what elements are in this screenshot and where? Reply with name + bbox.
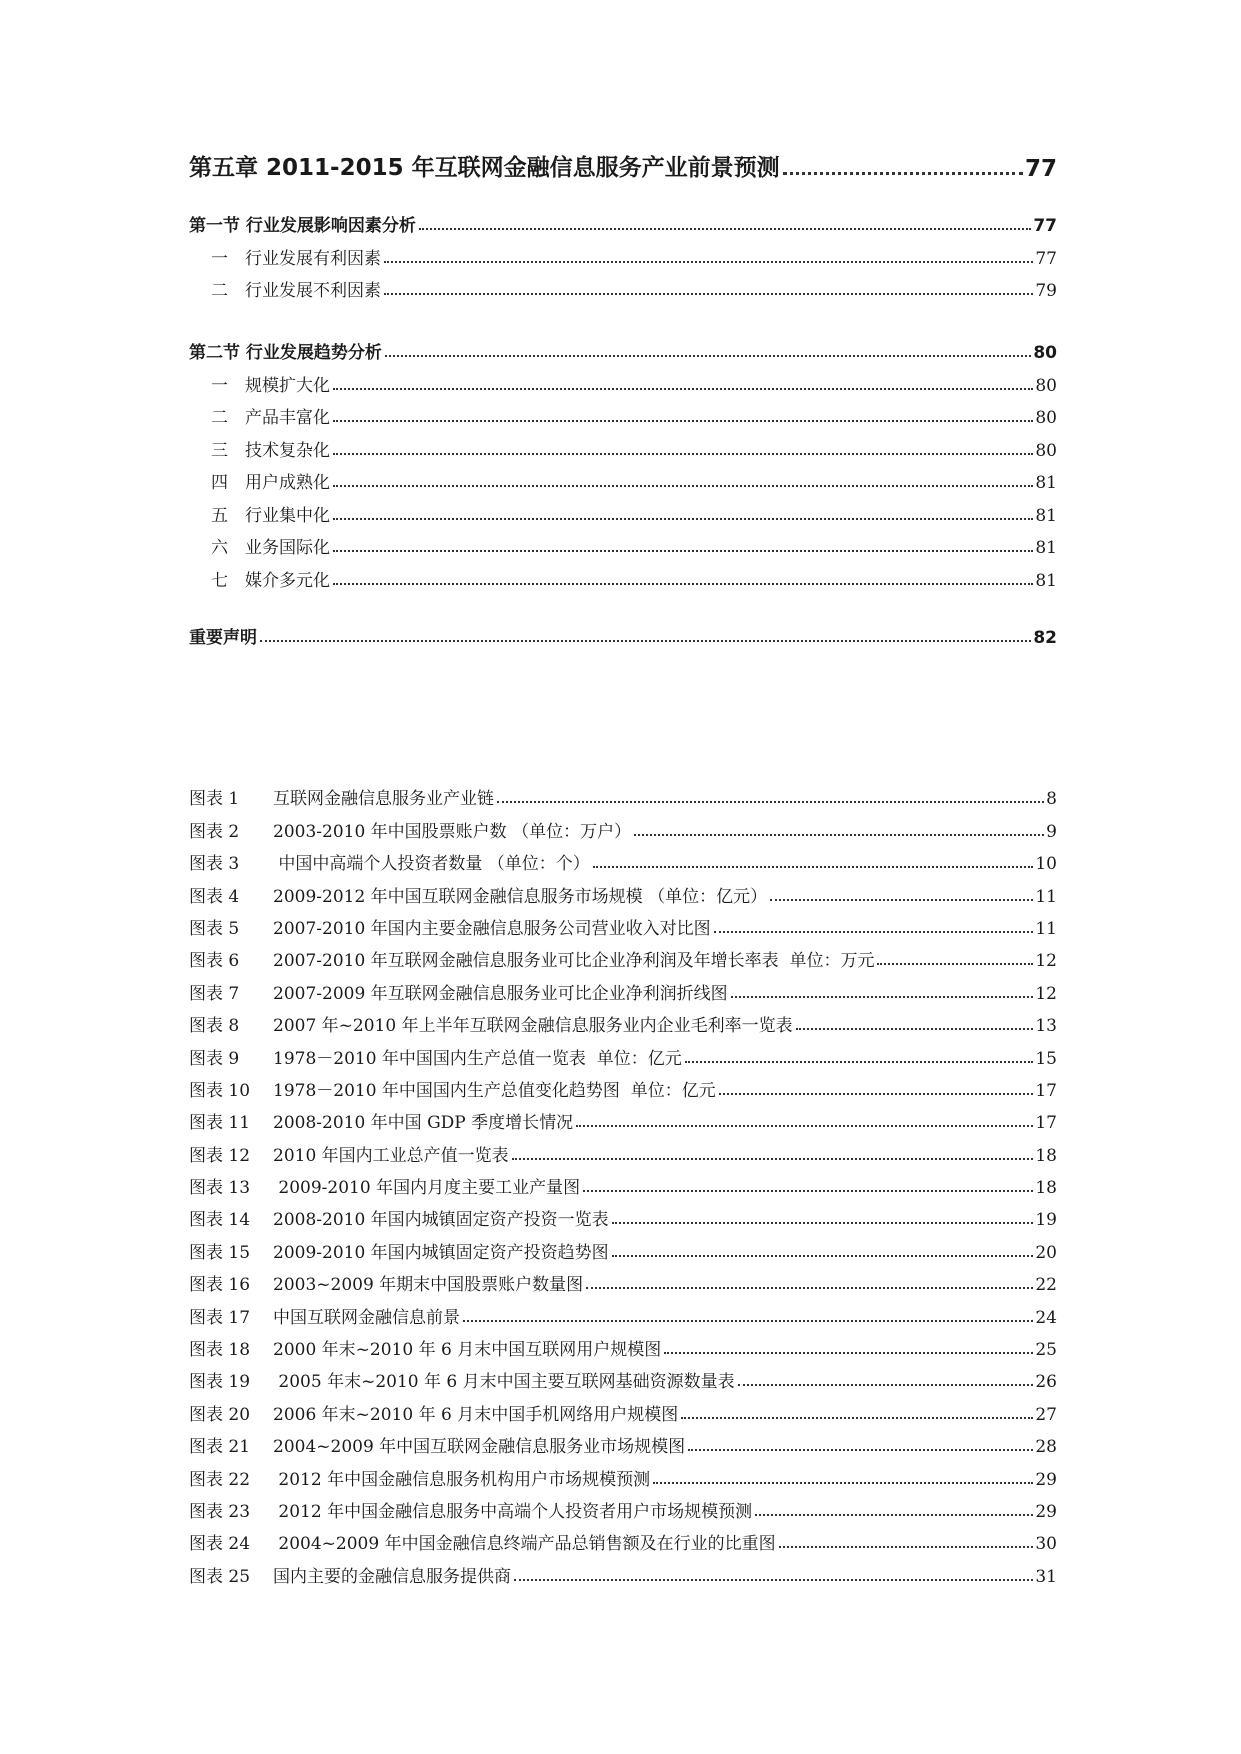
page-number: 81 xyxy=(1035,505,1057,526)
figure-tag: 图表 10 xyxy=(189,1080,251,1101)
figure-tag: 图表 14 xyxy=(189,1210,251,1231)
figure-list-entry[interactable] xyxy=(189,1522,1057,1554)
figure-list-entry[interactable] xyxy=(189,1392,1057,1424)
dot-leader xyxy=(634,834,1044,836)
dot-leader xyxy=(333,420,1033,422)
dot-leader xyxy=(714,931,1034,933)
subsection-title: 业务国际化 xyxy=(245,538,330,558)
subsection-number: 三 xyxy=(211,440,228,461)
figure-title: 2004~2009 年中国互联网金融信息服务业市场规模图 xyxy=(273,1437,686,1458)
figure-title: 2007-2009 年互联网金融信息服务业可比企业净利润折线图 xyxy=(273,983,728,1004)
subsection-number: 二 xyxy=(211,408,228,428)
subsection-title: 媒介多元化 xyxy=(245,570,330,591)
figure-title: 2006 年末~2010 年 6 月末中国手机网络用户规模图 xyxy=(273,1404,679,1425)
section-2-block xyxy=(189,335,1057,591)
figure-list-entry[interactable] xyxy=(189,1166,1057,1198)
dot-leader xyxy=(333,453,1033,455)
figure-title: 中国互联网金融信息前景 xyxy=(273,1307,460,1328)
page-number: 77 xyxy=(1033,216,1057,236)
figure-title: 1978－2010 年中国国内生产总值变化趋势图 单位：亿元 xyxy=(273,1080,716,1101)
dot-leader xyxy=(333,550,1033,552)
subsection-title: 技术复杂化 xyxy=(245,440,330,461)
page-number: 82 xyxy=(1033,628,1057,648)
figure-list-entry[interactable] xyxy=(189,1490,1057,1522)
subsection-number: 四 xyxy=(211,473,228,493)
figure-list-entry[interactable] xyxy=(189,1230,1057,1262)
page-number: 12 xyxy=(1035,983,1057,1004)
dot-leader xyxy=(612,1255,1034,1257)
subsection-number: 七 xyxy=(211,570,228,591)
figure-tag: 图表 6 xyxy=(189,951,240,972)
figure-title: 2009-2010 年国内城镇固定资产投资趋势图 xyxy=(273,1242,609,1263)
page-number: 11 xyxy=(1035,918,1057,939)
page-number: 80 xyxy=(1035,375,1057,396)
section-1-block xyxy=(189,208,1057,301)
page-number: 22 xyxy=(1035,1275,1057,1296)
page-number: 27 xyxy=(1035,1404,1057,1425)
subsection-title: 用户成熟化 xyxy=(245,473,330,493)
figure-tag: 图表 21 xyxy=(189,1437,251,1458)
figure-list-entry[interactable] xyxy=(189,1328,1057,1360)
page-number: 26 xyxy=(1035,1372,1057,1393)
page-number: 81 xyxy=(1035,473,1057,493)
page-number: 18 xyxy=(1035,1145,1057,1166)
chapter-title: 第五章 2011-2015 年互联网金融信息服务产业前景预测 xyxy=(189,155,780,181)
subsection-title: 产品丰富化 xyxy=(245,408,330,428)
page-number: 81 xyxy=(1035,570,1057,591)
figure-title: 2012 年中国金融信息服务中高端个人投资者用户市场规模预测 xyxy=(273,1501,753,1522)
dot-leader xyxy=(497,801,1044,803)
toc-chapter-entry[interactable] xyxy=(189,150,1057,182)
page-number: 17 xyxy=(1035,1080,1057,1101)
dot-leader xyxy=(333,518,1033,520)
figure-list xyxy=(189,777,1057,1587)
page-number: 77 xyxy=(1024,156,1057,182)
figure-title: 2005 年末~2010 年 6 月末中国主要互联网基础资源数量表 xyxy=(273,1372,735,1393)
figure-tag: 图表 5 xyxy=(189,918,240,939)
page-number: 15 xyxy=(1035,1048,1057,1069)
subsection-number: 一 xyxy=(211,248,228,269)
toc-subsection-entry[interactable] xyxy=(189,526,1057,559)
dot-leader xyxy=(681,1417,1033,1419)
figure-list-entry[interactable] xyxy=(189,809,1057,841)
figure-list-entry[interactable] xyxy=(189,1101,1057,1133)
toc-statement-entry[interactable] xyxy=(189,620,1057,648)
figure-tag: 图表 16 xyxy=(189,1275,251,1296)
page-number: 25 xyxy=(1035,1340,1057,1361)
page-number: 12 xyxy=(1035,951,1057,972)
figure-list-entry[interactable] xyxy=(189,1004,1057,1036)
dot-leader xyxy=(463,1320,1033,1322)
dot-leader xyxy=(419,228,1031,230)
figure-list-entry[interactable] xyxy=(189,1425,1057,1457)
dot-leader xyxy=(783,172,1023,175)
toc-subsection-entry[interactable] xyxy=(189,236,1057,269)
dot-leader xyxy=(384,261,1033,263)
figure-title: 1978－2010 年中国国内生产总值一览表 单位：亿元 xyxy=(273,1048,682,1069)
figure-tag: 图表 23 xyxy=(189,1501,251,1522)
figure-tag: 图表 17 xyxy=(189,1307,251,1328)
figure-title: 2012 年中国金融信息服务机构用户市场规模预测 xyxy=(273,1469,651,1490)
figure-list-entry[interactable] xyxy=(189,1263,1057,1295)
dot-leader xyxy=(333,583,1033,585)
figure-tag: 图表 25 xyxy=(189,1566,251,1587)
figure-tag: 图表 15 xyxy=(189,1242,251,1263)
page-number: 80 xyxy=(1035,440,1057,461)
dot-leader xyxy=(576,1125,1033,1127)
dot-leader xyxy=(796,1028,1034,1030)
statement-title: 重要声明 xyxy=(189,628,257,648)
page-number: 17 xyxy=(1035,1113,1057,1134)
dot-leader xyxy=(770,899,1033,901)
figure-tag: 图表 13 xyxy=(189,1178,251,1199)
toc-section-entry[interactable] xyxy=(189,208,1057,236)
figure-tag: 图表 20 xyxy=(189,1404,251,1425)
figure-title: 中国中高端个人投资者数量 （单位：个） xyxy=(273,854,590,875)
dot-leader xyxy=(685,1061,1034,1063)
page-number: 24 xyxy=(1035,1307,1057,1328)
page-number: 20 xyxy=(1035,1242,1057,1263)
figure-tag: 图表 18 xyxy=(189,1340,251,1361)
dot-leader xyxy=(333,388,1033,390)
figure-list-entry[interactable] xyxy=(189,1360,1057,1392)
dot-leader xyxy=(731,996,1034,998)
toc-subsection-entry[interactable] xyxy=(189,269,1057,302)
subsection-title: 行业发展不利因素 xyxy=(245,281,381,301)
page-number: 80 xyxy=(1033,343,1057,363)
toc-subsection-entry[interactable] xyxy=(189,428,1057,461)
page-number: 9 xyxy=(1046,821,1057,842)
figure-title: 2000 年末~2010 年 6 月末中国互联网用户规模图 xyxy=(273,1340,662,1361)
dot-leader xyxy=(653,1482,1033,1484)
figure-title: 互联网金融信息服务业产业链 xyxy=(273,789,494,810)
page-number: 8 xyxy=(1046,789,1057,810)
subsection-number: 二 xyxy=(211,281,228,301)
dot-leader xyxy=(779,1546,1034,1548)
subsection-title: 行业发展有利因素 xyxy=(245,248,381,269)
figure-tag: 图表 12 xyxy=(189,1145,251,1166)
dot-leader xyxy=(384,293,1033,295)
figure-tag: 图表 11 xyxy=(189,1113,251,1134)
subsection-number: 一 xyxy=(211,375,228,396)
subsection-number: 六 xyxy=(211,538,228,558)
page-number: 77 xyxy=(1035,248,1057,269)
toc-subsection-entry[interactable] xyxy=(189,461,1057,494)
dot-leader xyxy=(688,1449,1033,1451)
dot-leader xyxy=(755,1514,1033,1516)
table-of-contents xyxy=(189,0,1057,1754)
figure-list-entry[interactable] xyxy=(189,1069,1057,1101)
page-number: 11 xyxy=(1035,886,1057,907)
figure-title: 2009-2010 年国内月度主要工业产量图 xyxy=(273,1178,581,1199)
toc-subsection-entry[interactable] xyxy=(189,363,1057,396)
dot-leader xyxy=(586,1287,1033,1289)
dot-leader xyxy=(385,355,1031,357)
figure-list-entry[interactable] xyxy=(189,907,1057,939)
page-number: 18 xyxy=(1035,1178,1057,1199)
dot-leader xyxy=(512,1158,1034,1160)
subsection-title: 行业集中化 xyxy=(245,505,330,526)
dot-leader xyxy=(593,866,1034,868)
toc-section-entry[interactable] xyxy=(189,335,1057,363)
figure-list-entry[interactable] xyxy=(189,1036,1057,1068)
figure-list-entry[interactable] xyxy=(189,1554,1057,1586)
figure-title: 2007-2010 年国内主要金融信息服务公司营业收入对比图 xyxy=(273,918,711,939)
page-number: 28 xyxy=(1035,1437,1057,1458)
toc-subsection-entry[interactable] xyxy=(189,396,1057,429)
figure-tag: 图表 4 xyxy=(189,886,240,907)
toc-subsection-entry[interactable] xyxy=(189,493,1057,526)
figure-title: 2007 年~2010 年上半年互联网金融信息服务业内企业毛利率一览表 xyxy=(273,1016,793,1037)
figure-list-entry[interactable] xyxy=(189,1133,1057,1165)
figure-tag: 图表 24 xyxy=(189,1534,251,1555)
figure-title: 2007-2010 年互联网金融信息服务业可比企业净利润及年增长率表 单位：万元 xyxy=(273,951,875,972)
figure-title: 2009-2012 年中国互联网金融信息服务市场规模 （单位：亿元） xyxy=(273,886,768,907)
figure-title: 国内主要的金融信息服务提供商 xyxy=(273,1566,511,1587)
figure-tag: 图表 9 xyxy=(189,1048,240,1069)
figure-tag: 图表 7 xyxy=(189,983,240,1004)
dot-leader xyxy=(260,640,1031,642)
section-title: 第一节 行业发展影响因素分析 xyxy=(189,216,416,236)
dot-leader xyxy=(333,485,1033,487)
figure-title: 2008-2010 年中国 GDP 季度增长情况 xyxy=(273,1113,574,1134)
figure-tag: 图表 1 xyxy=(189,789,240,810)
figure-title: 2010 年国内工业总产值一览表 xyxy=(273,1145,509,1166)
dot-leader xyxy=(719,1093,1034,1095)
figure-list-entry[interactable] xyxy=(189,1295,1057,1327)
figure-list-entry[interactable] xyxy=(189,939,1057,971)
figure-tag: 图表 8 xyxy=(189,1016,240,1037)
figure-tag: 图表 3 xyxy=(189,854,240,875)
section-title: 第二节 行业发展趋势分析 xyxy=(189,343,382,363)
subsection-number: 五 xyxy=(211,505,228,526)
figure-tag: 图表 22 xyxy=(189,1469,251,1490)
page-number: 29 xyxy=(1035,1469,1057,1490)
dot-leader xyxy=(738,1384,1034,1386)
figure-title: 2003~2009 年期末中国股票账户数量图 xyxy=(273,1275,584,1296)
page-number: 30 xyxy=(1035,1534,1057,1555)
page-number: 10 xyxy=(1035,854,1057,875)
dot-leader xyxy=(664,1352,1033,1354)
figure-list-entry[interactable] xyxy=(189,971,1057,1003)
page-number: 80 xyxy=(1035,408,1057,428)
page-number: 31 xyxy=(1035,1566,1057,1587)
dot-leader xyxy=(612,1222,1034,1224)
page-number: 79 xyxy=(1035,281,1057,301)
figure-list-entry[interactable] xyxy=(189,874,1057,906)
dot-leader xyxy=(514,1579,1033,1581)
dot-leader xyxy=(583,1190,1033,1192)
figure-list-entry[interactable] xyxy=(189,842,1057,874)
figure-tag: 图表 19 xyxy=(189,1372,251,1393)
page-number: 81 xyxy=(1035,538,1057,558)
statement-block xyxy=(189,620,1057,648)
dot-leader xyxy=(877,963,1033,965)
figure-title: 2004~2009 年中国金融信息终端产品总销售额及在行业的比重图 xyxy=(273,1534,776,1555)
figure-list-entry[interactable] xyxy=(189,1198,1057,1230)
figure-title: 2008-2010 年国内城镇固定资产投资一览表 xyxy=(273,1210,609,1231)
page-number: 19 xyxy=(1035,1210,1057,1231)
toc-subsection-entry[interactable] xyxy=(189,558,1057,591)
figure-list-entry[interactable] xyxy=(189,777,1057,809)
page-number: 13 xyxy=(1035,1016,1057,1037)
subsection-title: 规模扩大化 xyxy=(245,375,330,396)
figure-title: 2003-2010 年中国股票账户数 （单位：万户） xyxy=(273,821,632,842)
figure-list-entry[interactable] xyxy=(189,1457,1057,1489)
page-number: 29 xyxy=(1035,1501,1057,1522)
figure-tag: 图表 2 xyxy=(189,821,240,842)
